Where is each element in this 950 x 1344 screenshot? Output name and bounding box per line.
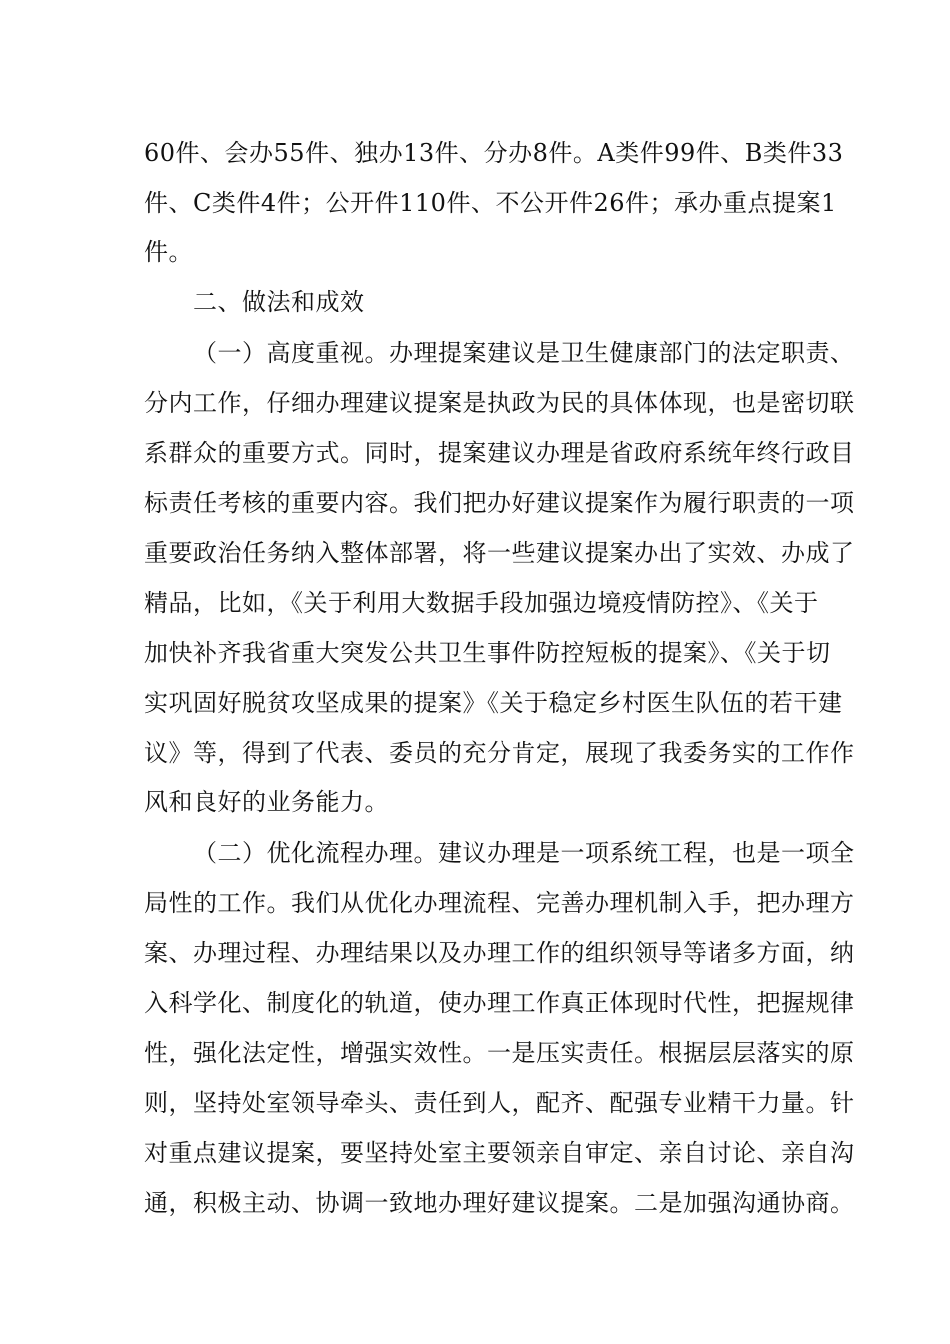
text-line: 件。 — [144, 238, 193, 266]
text-line: 则，坚持处室领导牵头、责任到人，配齐、配强专业精干力量。针 — [144, 1089, 855, 1117]
text-line: 案、办理过程、办理结果以及办理工作的组织领导等诸多方面，纳 — [144, 939, 855, 967]
text-line: 60件、会办55件、独办13件、分办8件。A类件99件、B类件33 — [144, 139, 844, 167]
text-line: 加快补齐我省重大突发公共卫生事件防控短板的提案》、《关于切 — [144, 639, 831, 667]
text-line: 件、C类件4件；公开件110件、不公开件26件；承办重点提案1 — [144, 189, 837, 217]
text-line: 风和良好的业务能力。 — [144, 788, 389, 816]
section-heading: 二、做法和成效 — [193, 288, 365, 316]
text-line: 重要政治任务纳入整体部署，将一些建议提案办出了实效、办成了 — [144, 539, 855, 567]
text-line: 议》等，得到了代表、委员的充分肯定，展现了我委务实的工作作 — [144, 739, 855, 767]
text-line: 精品，比如，《关于利用大数据手段加强边境疫情防控》、《关于 — [144, 589, 819, 617]
text-line: 标责任考核的重要内容。我们把办好建议提案作为履行职责的一项 — [144, 489, 855, 517]
text-line: （二）优化流程办理。建议办理是一项系统工程，也是一项全 — [193, 839, 855, 867]
text-line: 实巩固好脱贫攻坚成果的提案》《关于稳定乡村医生队伍的若干建 — [144, 689, 843, 717]
text-line: 性，强化法定性，增强实效性。一是压实责任。根据层层落实的原 — [144, 1039, 855, 1067]
text-line: 通，积极主动、协调一致地办理好建议提案。二是加强沟通协商。 — [144, 1189, 855, 1217]
text-line: 局性的工作。我们从优化办理流程、完善办理机制入手，把办理方 — [144, 889, 855, 917]
text-line: 对重点建议提案，要坚持处室主要领亲自审定、亲自讨论、亲自沟 — [144, 1139, 855, 1167]
text-line: （一）高度重视。办理提案建议是卫生健康部门的法定职责、 — [193, 339, 855, 367]
text-line: 入科学化、制度化的轨道，使办理工作真正体现时代性，把握规律 — [144, 989, 855, 1017]
text-line: 分内工作，仔细办理建议提案是执政为民的具体体现，也是密切联 — [144, 389, 855, 417]
text-line: 系群众的重要方式。同时，提案建议办理是省政府系统年终行政目 — [144, 439, 855, 467]
